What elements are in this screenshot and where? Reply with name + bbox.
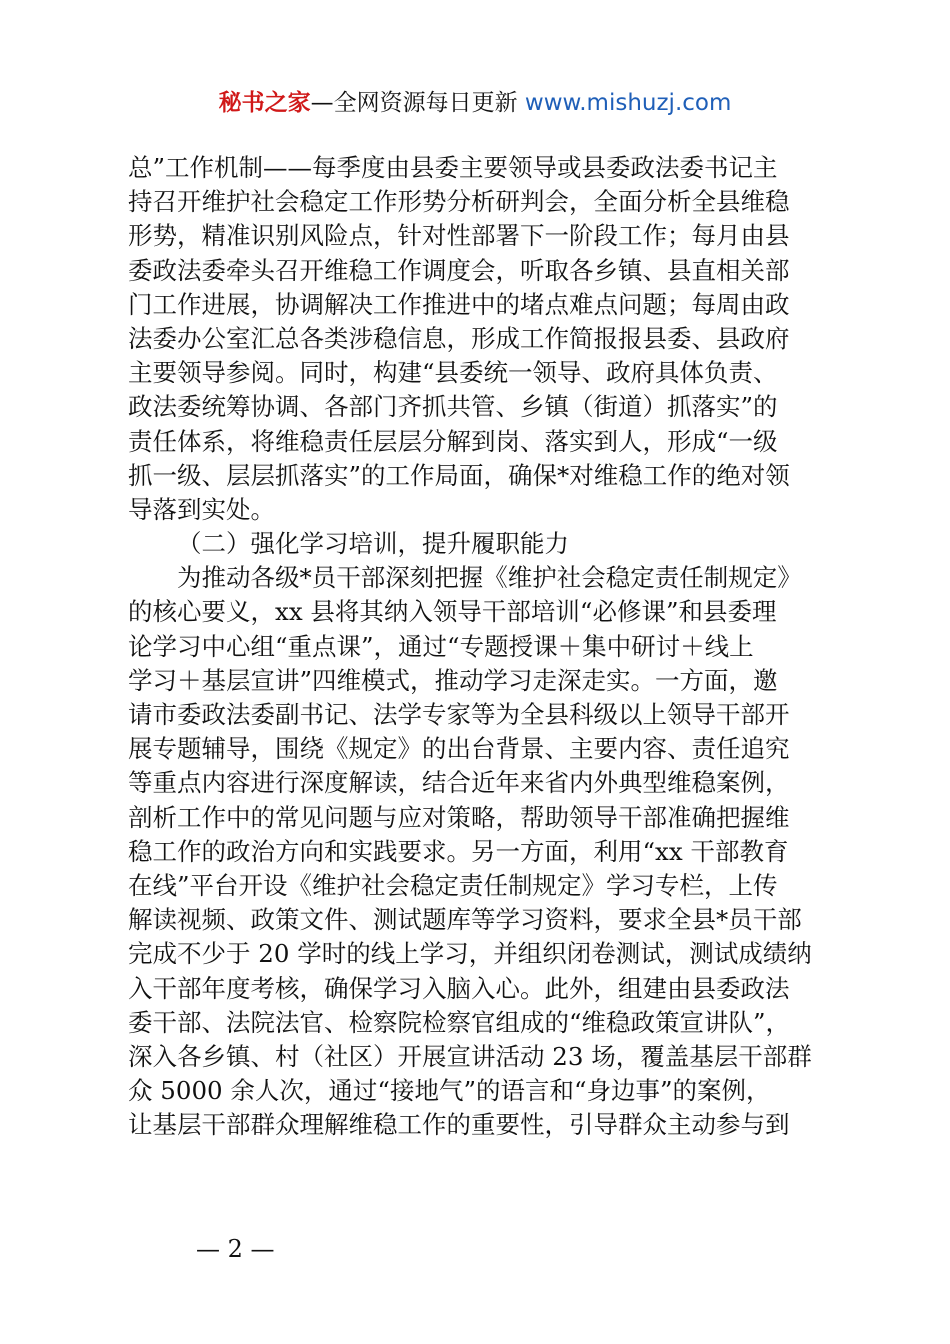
text-line: 形势，精准识别风险点，针对性部署下一阶段工作；每月由县 bbox=[128, 221, 790, 251]
text-line: 总”工作机制——每季度由县委主要领导或县委政法委书记主 bbox=[128, 153, 778, 182]
text-line: 法委办公室汇总各类涉稳信息，形成工作简报报县委、县政府 bbox=[128, 323, 790, 353]
text-line: 抓一级、层层抓落实”的工作局面，确保*对维稳工作的绝对领 bbox=[128, 460, 790, 490]
text-line: 在线”平台开设《维护社会稳定责任制规定》学习专栏，上传 bbox=[128, 870, 778, 900]
text-line: 委干部、法院法官、检察院检察官组成的“维稳政策宣讲队”， bbox=[128, 1007, 791, 1037]
text-line: 论学习中心组“重点课”，通过“专题授课＋集中研讨＋线上 bbox=[128, 631, 754, 661]
text-line: 入干部年度考核，确保学习入脑入心。此外，组建由县委政法 bbox=[128, 973, 790, 1003]
site-slogan: —全网资源每日更新 bbox=[310, 90, 518, 116]
text-line: 门工作进展，协调解决工作推进中的堵点难点问题；每周由政 bbox=[128, 289, 790, 319]
text-line: 等重点内容进行深度解读，结合近年来省内外典型维稳案例， bbox=[128, 768, 790, 798]
text-line: 深入各乡镇、村（社区）开展宣讲活动 23 场，覆盖基层干部群 bbox=[128, 1041, 812, 1071]
text-line: 完成不少于 20 学时的线上学习，并组织闭卷测试，测试成绩纳 bbox=[128, 939, 812, 969]
text-line: 学习＋基层宣讲”四维模式，推动学习走深走实。一方面，邀 bbox=[128, 665, 778, 695]
text-line: 政法委统筹协调、各部门齐抓共管、乡镇（街道）抓落实”的 bbox=[128, 392, 778, 422]
text-line: 稳工作的政治方向和实践要求。另一方面，利用“xx 干部教育 bbox=[128, 836, 789, 866]
text-line: 请市委政法委副书记、法学专家等为全县科级以上领导干部开 bbox=[128, 700, 790, 729]
text-line: 解读视频、政策文件、测试题库等学习资料，要求全县*员干部 bbox=[128, 905, 802, 935]
site-brand: 秘书之家 bbox=[218, 90, 311, 116]
text-line: 委政法委牵头召开维稳工作调度会，听取各乡镇、县直相关部 bbox=[128, 255, 790, 285]
site-url-link[interactable]: www.mishuzj.com bbox=[524, 90, 732, 116]
text-line: 导落到实处。 bbox=[128, 494, 275, 524]
text-line: 的核心要义，xx 县将其纳入领导干部培训“必修课”和县委理 bbox=[128, 597, 777, 627]
site-banner bbox=[0, 86, 950, 120]
text-line: 剖析工作中的常见问题与应对策略，帮助领导干部准确把握维 bbox=[128, 802, 790, 832]
page-number: — 2 — bbox=[196, 1235, 275, 1263]
text-line: 责任体系，将维稳责任层层分解到岗、落实到人，形成“一级 bbox=[128, 426, 778, 456]
text-line: 持召开维护社会稳定工作形势分析研判会，全面分析全县维稳 bbox=[128, 187, 790, 217]
text-line: 众 5000 余人次，通过“接地气”的语言和“身边事”的案例， bbox=[128, 1076, 771, 1106]
text-line: 让基层干部群众理解维稳工作的重要性，引导群众主动参与到 bbox=[128, 1110, 790, 1140]
text-line: 展专题辅导，围绕《规定》的出台背景、主要内容、责任追究 bbox=[128, 734, 790, 764]
paragraph-first-line: 为推动各级*员干部深刻把握《维护社会稳定责任制规定》 bbox=[177, 563, 802, 593]
section-heading: （二）强化学习培训，提升履职能力 bbox=[177, 529, 569, 559]
text-line: 主要领导参阅。同时，构建“县委统一领导、政府具体负责、 bbox=[128, 358, 778, 388]
document-body bbox=[128, 151, 834, 1142]
